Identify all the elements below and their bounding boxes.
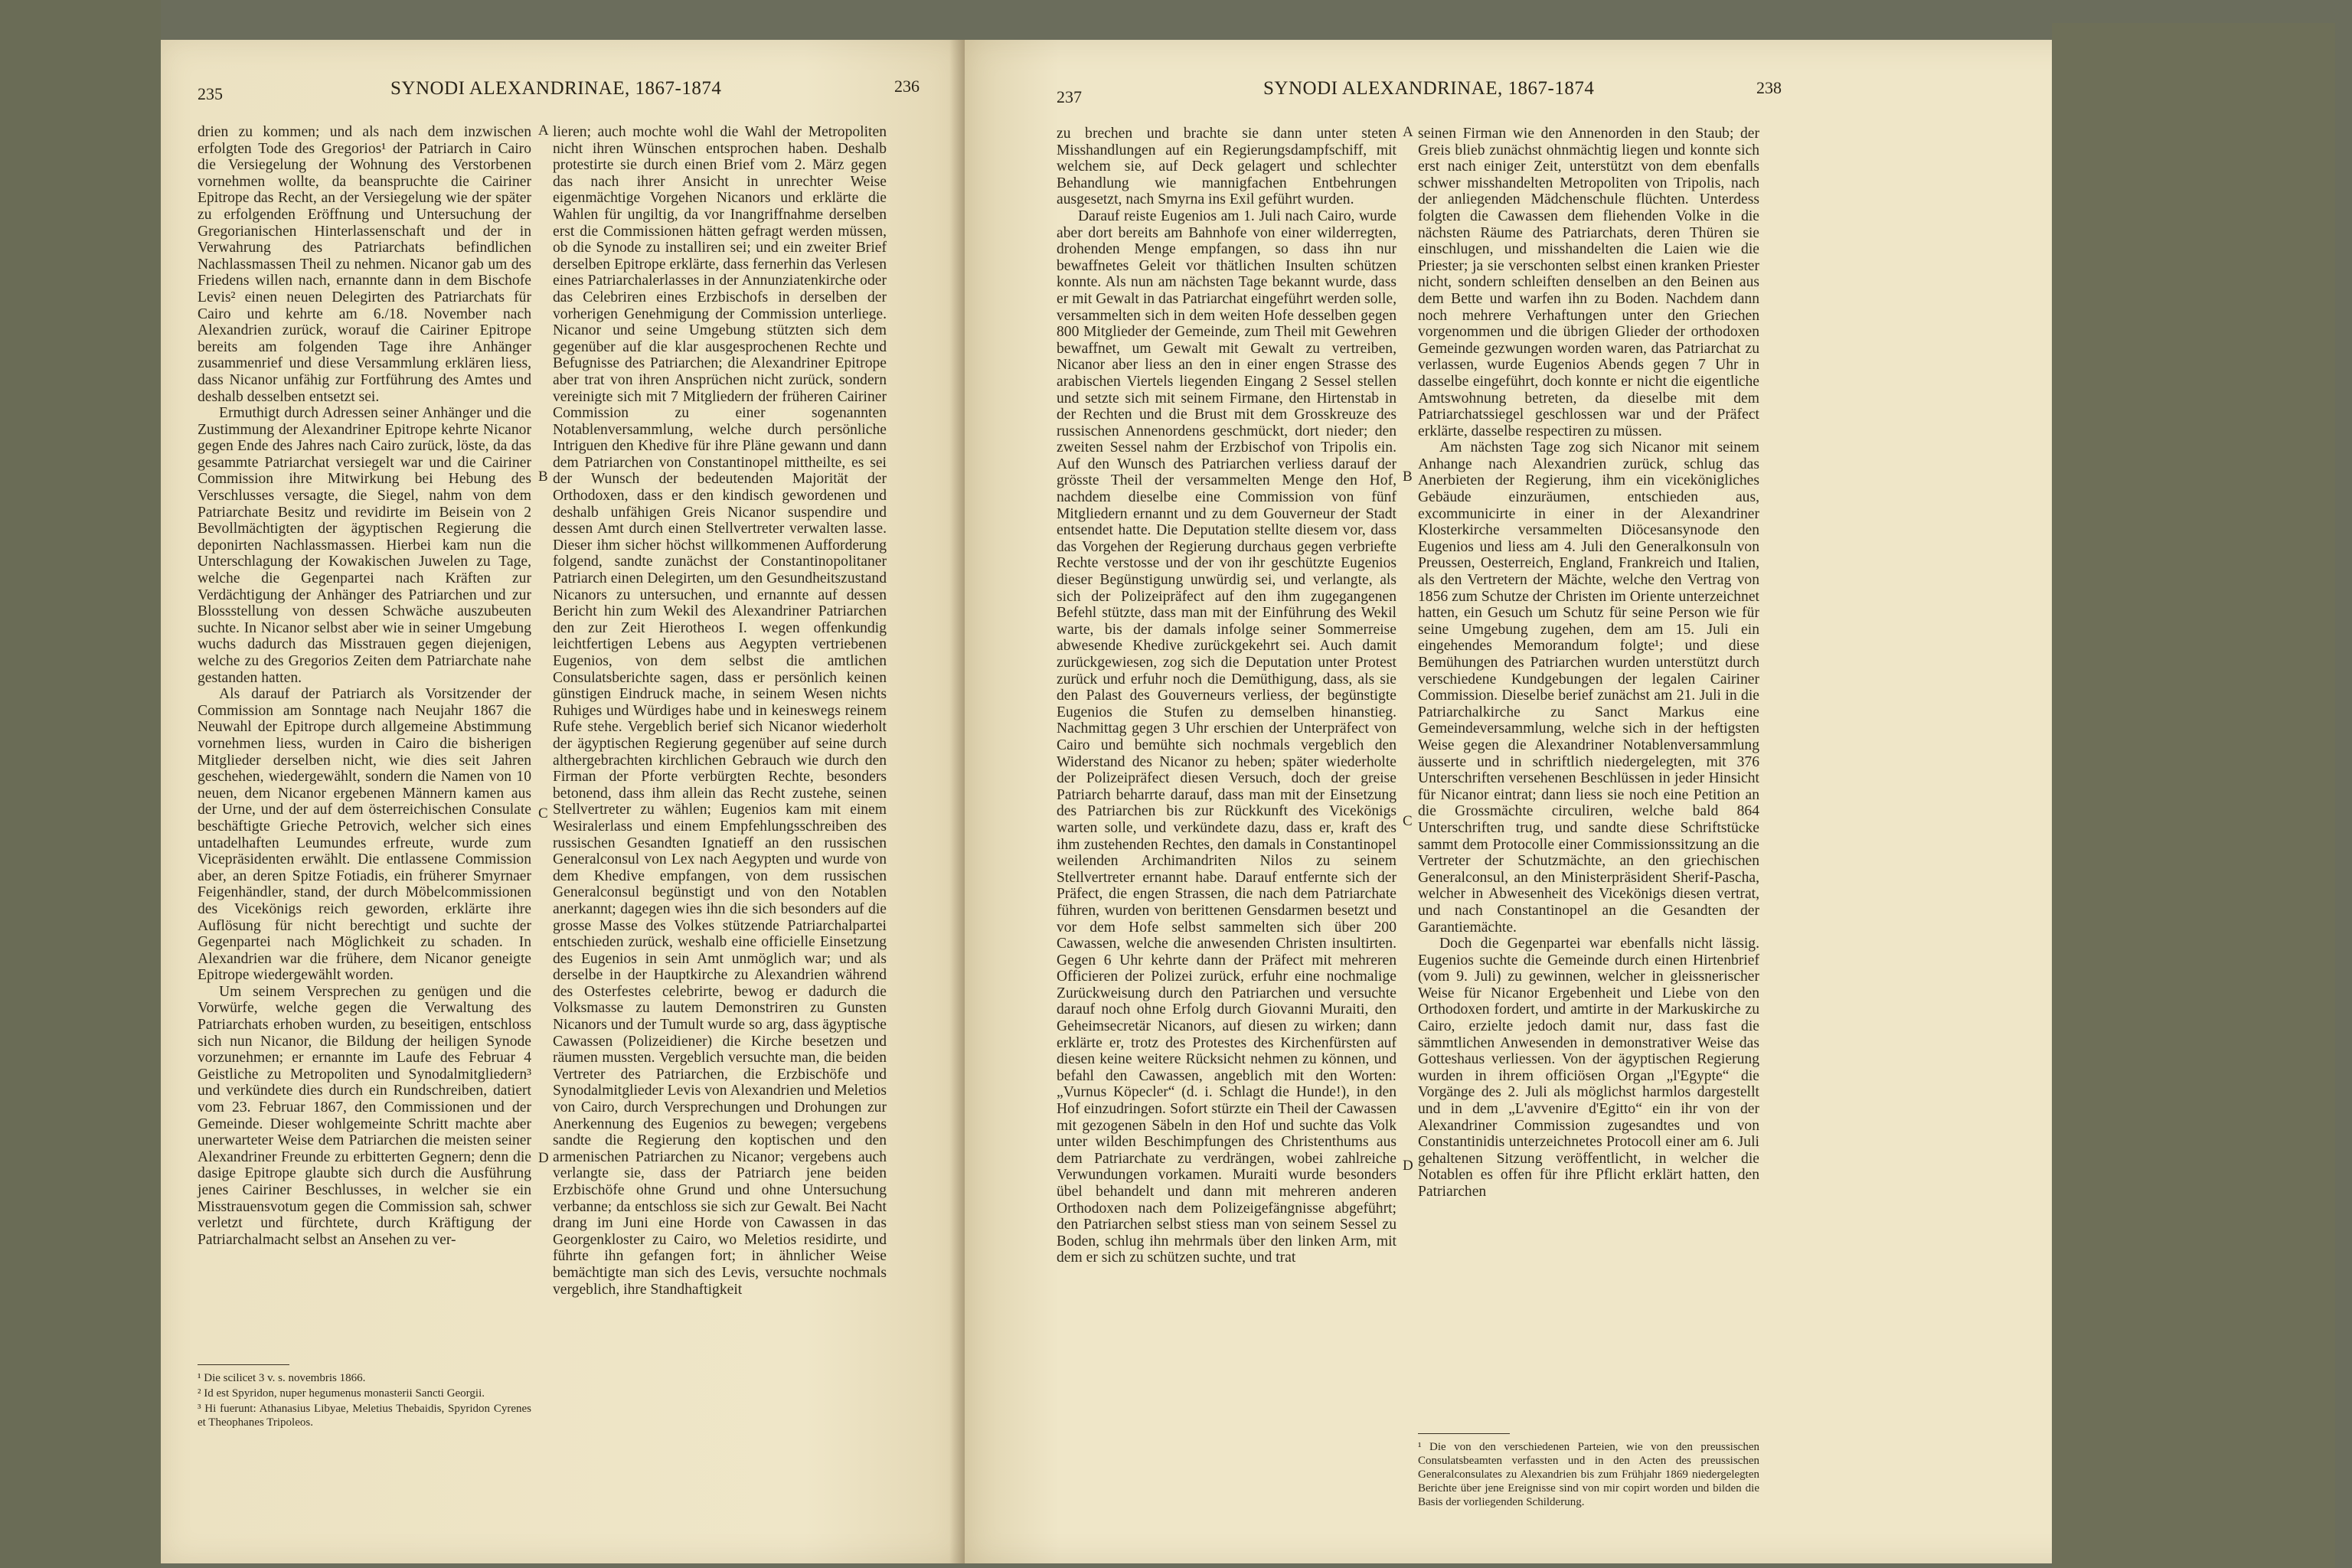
right-page-column-1 (1057, 126, 1396, 1266)
page-number-235: 235 (198, 84, 223, 103)
right-page-column-2 (1418, 126, 1759, 1200)
right-page-footnotes (1418, 1433, 1759, 1511)
left-page-footnotes (198, 1364, 531, 1431)
left-page-column-2 (553, 124, 887, 1298)
running-title-left: SYNODI ALEXANDRINAE, 1867-1874 (390, 78, 722, 99)
right-page (965, 40, 2151, 1563)
margin-letter-a: A (538, 122, 549, 139)
footnote: ² Id est Spyridon, nuper hegumenus monasterii Sancti Georgii. (198, 1387, 485, 1400)
paragraph: Doch die Gegenpartei war ebenfalls nicht lässig. Eugenios suchte die Gemeinde durch einen Hirtenbrief (vom 9. Juli) zu gewinnen, welcher in gleissnerischer Weise für Nicanor Ergebenheit und Liebe von den Orthodoxen fordert, und amtirte in der Markuskirche zu Cairo, erzielte jedoch damit nur, dass fast die sämmtlichen Anwesenden in demonstrativer Weise das Gotteshaus verliessen. Von der ägyptischen Regierung wurden in ihrem officiösen Organ „l'Egypte“ die Vorgänge des 2. Juli als möglichst harmlos dargestellt und in dem „L'avvenire d'Egitto“ ein ihr von der Alexandriner Commission zugesandtes und von Constantinidis unterzeichnetes Protocoll einer am 6. Juli gehaltenen Sitzung veröffentlicht, in welcher die Notablen es offen für ihre Pflicht erklärt hatten, den Patriarchen (1418, 936, 1759, 1200)
footnote: ³ Hi fuerunt: Athanasius Libyae, Meletius Thebaidis, Spyridon Cyrenes et Theophanes Tripoleos. (198, 1403, 531, 1429)
running-title-right: SYNODI ALEXANDRINAE, 1867-1874 (1263, 78, 1595, 99)
left-page-column-1 (198, 124, 531, 1248)
margin-letter-c: C (538, 805, 548, 822)
paragraph: zu brechen und brachte sie dann unter steten Misshandlungen auf ein Regierungsdampfschiff, mit welchem sie, auf Deck gelagert und schlechter Behandlung wie mannigfachen Entbehrungen ausgesetzt, nach Smyrna ins Exil geführt wurden. (1057, 126, 1396, 208)
book-cover-edge (2052, 23, 2335, 1568)
margin-letter-c: C (1403, 813, 1413, 829)
left-page (161, 40, 965, 1563)
footnote: ¹ Die scilicet 3 v. s. novembris 1866. (198, 1372, 366, 1384)
background-left (0, 0, 161, 1568)
paragraph: drien zu kommen; und als nach dem inzwischen erfolgten Tode des Gregorios¹ der Patriarch in Cairo die Versiegelung der Wohnung des Verstorbenen vornehmen wollte, da beanspruchte die Cairiner Epitrope das Recht, an der Versiegelung wie der später zu erfolgenden Eröffnung und Untersuchung der Gregorianischen Hinterlassenschaft und der in Verwahrung des Patriarchats befindlichen Nachlassmassen Theil zu nehmen. Nicanor gab um des Friedens willen nach, ernannte dann in dem Bischofe Levis² einen neuen Delegirten des Patriarchats für Cairo und kehrte am 6./18. November nach Alexandrien zurück, worauf die Cairiner Epitrope bereits am folgenden Tage ihre Anhänger zusammenrief und diese Versammlung erklären liess, dass Nicanor unfähig zur Fortführung des Amtes und deshalb desselben entsetzt sei. (198, 124, 531, 405)
footnote: ¹ Die von den verschiedenen Parteien, wie von den preussischen Consulatsbeamten verfassten und in den Acten des preussischen Generalconsulates zu Alexandrien bis zum Frühjahr 1869 niedergelegten Berichte über jene Ereignisse sind von mir copirt worden und bilden die Basis der vorliegenden Schilderung. (1418, 1441, 1759, 1508)
paragraph: Darauf reiste Eugenios am 1. Juli nach Cairo, wurde aber dort bereits am Bahnhofe von einer wilderregten, drohenden Menge empfangen, so dass ihn nur bewaffnetes Geleit vor thätlichen Insulten schützen konnte. Als nun am nächsten Tage bekannt wurde, dass er mit Gewalt in das Patriarchat eingeführt werden solle, versammelten sich in dem weiten Hofe desselben gegen 800 Mitglieder der Gemeinde, zum Theil mit Gewehren bewaffnet, um Gewalt mit Gewalt zu vertreiben, Nicanor aber liess an den in einer engen Strasse des arabischen Viertels liegenden Eingang 2 Sessel stellen und setzte sich mit seinem Firmane, den Hirtenstab in der Rechten und die Brust mit dem Grosskreuze des russischen Annenordens geschmückt, dort nieder; den zweiten Sessel nahm der Erzbischof von Tripolis ein. Auf den Wunsch des Patriarchen verliess darauf der grösste Theil der versammelten Menge den Hof, nachdem dieselbe eine Commission von fünf Mitgliedern ernannt und zu dem Gouverneur der Stadt entsendet hatte. Die Deputation stellte diesem vor, dass das Vorgehen der Regierung durchaus gegen verbriefte Rechte verstosse und der von ihr geschützte Eugenios dieser Begünstigung unwürdig sei, und verlangte, als sich der Polizeipräfect auf den ihm zugegangenen Befehl stützte, dass man mit der Einführung des Wekil warte, bis der damals infolge seiner Sommerreise abwesende Khedive zurückgekehrt sei. Auch damit zurückgewiesen, zog sich die Deputation unter Protest zurück und erfuhr noch die Demüthigung, dass, als sie den Palast des Gouverneurs verliess, der begünstigte Eugenios die Stufen zu demselben hinanstieg. Nachmittag gegen 3 Uhr erschien der Unterpräfect von Cairo und bemühte sich nochmals vergeblich den Widerstand des Nicanor zu heben; später wiederholte der Polizeipräfect diesen Versuch, doch der greise Patriarch beharrte darauf, dass man mit der Einsetzung des Patriarchen bis zur Rückkunft des Vicekönigs warten solle, und verkündete dazu, dass er, kraft des ihm zustehenden Rechtes, den damals in Constantinopel weilenden Archimandriten Nilos zu seinem Stellvertreter ernannt habe. Darauf entfernte sich der Präfect, die engen Strassen, die nach dem Patriarchate führen, wurden von berittenen Gensdarmen besetzt und vor dem Hofe selbst sammelten sich über 200 Cawassen, welche die anwesenden Christen insultirten. Gegen 6 Uhr kehrte dann der Präfect mit mehreren Officieren der Polizei zurück, erfuhr eine nochmalige Zurückweisung durch den Patriarchen und versuchte darauf noch ohne Erfolg durch Giovanni Muraiti, den Geheimsecretär Nicanors, auf diesen zu wirken; dann erklärte er, trotz des Protestes des Kirchenfürsten auf diesen keine weitere Rücksicht nehmen zu können, und befahl den Cawassen, angeblich mit den Worten: „Vurnus Köpecler“ (d. i. Schlagt die Hunde!), in den Hof einzudringen. Sofort stürzte ein Theil der Cawassen mit gezogenen Säbeln in den Hof und suchte das Volk unter wilden Beschimpfungen des Christenthums aus dem Patriarchate zu verdrängen, wobei zahlreiche Verwundungen vorkamen. Muraiti wurde besonders übel behandelt und dann mit mehreren anderen Orthodoxen nach dem Polizeigefängnisse abgeführt; den Patriarchen selbst stiess man von seinem Sessel zu Boden, schlug ihn mehrmals über den linken Arm, mit dem er sich zu schützen suchte, und trat (1057, 207, 1396, 1266)
page-number-238: 238 (1756, 78, 1782, 97)
margin-letter-b: B (1403, 469, 1413, 485)
margin-letter-d: D (538, 1150, 549, 1166)
paragraph: Als darauf der Patriarch als Vorsitzender der Commission am Sonntage nach Neujahr 1867 die Neuwahl der Epitrope durch allgemeine Abstimmung vornehmen liess, wurden in Cairo die bisherigen Mitglieder derselben nicht, wie dies seit Jahren geschehen, wiedergewählt, sondern die Namen von 10 neuen, dem Nicanor ergebenen Männern kamen aus der Urne, und der auf dem österreichischen Consulate beschäftigte Grieche Petrovich, welcher sich eines untadelhaften Leumundes erfreute, wurde zum Vicepräsidenten erwählt. Die entlassene Commission aber, an deren Spitze Fotiadis, ein früherer Smyrnaer Feigenhändler, stand, der durch Möbelcommissionen des Vicekönigs reich geworden, erklärte ihre Auflösung für nicht berechtigt und suchte der Gegenpartei nach Möglichkeit zu schaden. In Alexandrien war die frühere, dem Nicanor geneigte Epitrope wiedergewählt worden. (198, 686, 531, 984)
book-spread (161, 0, 2335, 1568)
margin-letter-b: B (538, 469, 548, 485)
paragraph: seinen Firman wie den Annenorden in den Staub; der Greis blieb zunächst ohnmächtig liegen und konnte sich erst nach einiger Zeit, unterstützt von dem ebenfalls schwer misshandelten Metropoliten von Tripolis, nach der anliegenden Mädchenschule flüchten. Unterdess folgten die Cawassen dem fliehenden Volke in die nächsten Räume des Patriarchats, deren Thüren sie einschlugen, und misshandelten die Laien wie die Priester; ja sie verschonten selbst einen kranken Priester nicht, sondern schleiften denselben an den Beinen aus dem Bette und warfen ihn zu Boden. Nachdem dann noch mehrere Verhaftungen unter den Griechen vorgenommen und die übrigen Glieder der orthodoxen Gemeinde gezwungen worden waren, das Patriarchat zu verlassen, wurde Eugenios Abends gegen 7 Uhr in dasselbe eingeführt, doch konnte er nicht die eigentliche Amtswohnung betreten, da dieselbe mit dem Patriarchatssiegel geschlossen war und der Präfect erklärte, dasselbe respectiren zu müssen. (1418, 126, 1759, 439)
page-number-237: 237 (1057, 87, 1082, 106)
margin-letter-d: D (1403, 1158, 1413, 1174)
margin-letter-a: A (1403, 124, 1413, 140)
paragraph: Ermuthigt durch Adressen seiner Anhänger und die Zustimmung der Alexandriner Epitrope kehrte Nicanor gegen Ende des Jahres nach Cairo zurück, löste, da das gesammte Patriarchat versiegelt war und die Cairiner Commission ihre Mitwirkung bei Hebung des Verschlusses versagte, die Siegel, nahm von dem Patriarchate Besitz und revidirte im Beisein von 2 Bevollmächtigten der ägyptischen Regierung die deponirten Nachlassmassen. Hierbei kam nun die Unterschlagung der Kowakischen Juwelen zu Tage, welche die Gegenpartei nach Kräften zur Verdächtigung der Anhänger des Patriarchen und zur Blossstellung von dessen Schwäche auszubeuten suchte. In Nicanor selbst aber wie in seiner Umgebung wuchs dadurch das Misstrauen gegen diejenigen, welche zu des Gregorios Zeiten dem Patriarchate nahe gestanden hatten. (198, 405, 531, 686)
paragraph: Um seinem Versprechen zu genügen und die Vorwürfe, welche gegen die Verwaltung des Patriarchats erhoben wurden, zu beseitigen, entschloss sich nun Nicanor, die Bildung der heiligen Synode vorzunehmen; er ernannte im Laufe des Februar 4 Geistliche zu Metropoliten und Synodalmitgliedern³ und verkündete dies durch ein Rundschreiben, datiert vom 23. Februar 1867, den Commissionen und der Gemeinde. Dieser wohlgemeinte Schritt machte aber unerwarteter Weise dem Patriarchen die meisten seiner Alexandriner Freunde zu erbitterten Gegnern; denn die dasige Epitrope glaubte sich durch die Ausführung jenes Cairiner Beschlusses, in welcher sie ein Misstrauensvotum gegen die Commission sah, schwer verletzt und fürchtete, durch Kräftigung der Patriarchalmacht selbst an Ansehen zu ver- (198, 983, 531, 1248)
footnote-rule (1418, 1433, 1510, 1434)
page-number-236: 236 (894, 77, 920, 96)
footnote-rule (198, 1364, 289, 1365)
paragraph: Am nächsten Tage zog sich Nicanor mit seinem Anhange nach Alexandrien zurück, schlug das Anerbieten der Regierung, ihm ein vicekönigliches Gebäude einzuräumen, entschieden aus, excommunicirte in einer in der Alexandriner Klosterkirche versammelten Diöcesansynode den Eugenios und liess am 4. Juli den Generalkonsuln von Preussen, Oesterreich, England, Frankreich und Italien, als den Vertretern der Mächte, welche den Vertrag von 1856 zum Schutze der Christen im Oriente unterzeichnet hatten, ein Gesuch um Schutz für seine Person wie für seine Umgebung zugehen, dem am 15. Juli ein eingehendes Memorandum folgte¹; und diese Bemühungen des Patriarchen wurden unterstützt durch verschiedene Kundgebungen der legalen Cairiner Commission. Dieselbe berief zunächst am 21. Juli in die Patriarchalkirche zu Sanct Markus eine Gemeindeversammlung, welche sich in der heftigsten Weise gegen die Alexandriner Notablenversammlung äusserte und in schriftlich niedergelegten, mit 376 Unterschriften versehenen Beschlüssen in jeder Hinsicht für Nicanor eintrat; dann liess sie noch eine Petition an die Grossmächte circuliren, welche bald 864 Unterschriften trug, und sandte diese Schriftstücke sammt dem Protocolle einer Commissionssitzung an die Vertreter der Schutzmächte, an den griechischen Generalconsul, an den Ministerpräsident Sherif-Pascha, welcher in Abwesenheit des Vicekönigs diesen vertrat, und nach Constantinopel an die Gesandten der Garantiemächte. (1418, 439, 1759, 936)
paragraph: lieren; auch mochte wohl die Wahl der Metropoliten nicht ihren Wünschen entsprochen haben. Deshalb protestirte sie durch einen Brief vom 2. März gegen das nach ihrer Ansicht in unrechter Weise eigenmächtige Vorgehen Nicanors und erklärte die Wahlen für ungiltig, da vor Inangriffnahme derselben erst die Commissionen hätten gefragt werden müssen, ob die Synode zu installiren sei; und ein zweiter Brief derselben Epitrope erklärte, dass fernerhin das Verlesen eines Patriarchalerlasses in der Annunziatenkirche oder das Celebriren eines Erzbischofs in derselben der vorherigen Genehmigung der Commission unterliege. Nicanor und seine Umgebung stützten sich dem gegenüber auf die klar ausgesprochenen Rechte und Befugnisse des Patriarchen; die Alexandriner Epitrope aber trat von ihren Ansprüchen nicht zurück, sondern vereinigte sich mit 7 Mitgliedern der früheren Cairiner Commission zu einer sogenannten Notablenversammlung, welche durch persönliche Intriguen den Khedive für ihre Pläne gewann und dann dem Patriarchen von Constantinopel mittheilte, es sei der Wunsch der bedeutenden Majorität der Orthodoxen, dass er den kindisch gewordenen und deshalb unfähigen Greis Nicanor suspendire und dessen Amt durch einen Stellvertreter verwalten lasse. Dieser ihm sicher höchst willkommenen Aufforderung folgend, sandte zunächst der Constantinopolitaner Patriarch einen Delegirten, um den Gesundheitszustand Nicanors zu untersuchen, und ernannte auf dessen Bericht hin zum Wekil des Alexandriner Patriarchen den zur Zeit Hierotheos I. wegen offenkundig leichtfertigen Lebens aus Aegypten vertriebenen Eugenios, von dem selbst die amtlichen Consulatsberichte sagen, dass er persönlich keinen günstigen Eindruck mache, in seinem Wesen nichts Ruhiges und Würdiges habe und in keineswegs reinem Rufe stehe. Vergeblich berief sich Nicanor wiederholt der ägyptischen Regierung gegenüber auf seine durch althergebrachten kirchlichen Gebrauch wie durch den Firman der Pforte verbürgten Rechte, besonders betonend, dass ihm allein das Recht zustehe, seinen Stellvertreter zu wählen; Eugenios kam mit einem Wesiralerlass und einem Empfehlungsschreiben des russischen Gesandten Ignatieff an den russischen Generalconsul von Lex nach Aegypten und wurde von dem Khedive empfangen, von dem russischen Generalconsul begünstigt und von den Notablen anerkannt; dagegen wies ihn die sich besonders auf die grosse Masse des Volkes stützende Patriarchalpartei entschieden zurück, weshalb eine officielle Einsetzung des Eugenios in sein Amt unmöglich war; und als derselbe in der Hauptkirche zu Alexandrien während des Osterfestes celebrirte, bewog er dadurch die Volksmasse zu lautem Demonstriren zu Gunsten Nicanors und der Tumult wurde so arg, dass ägyptische Cawassen (Polizeidiener) die Kirche besetzen und räumen mussten. Vergeblich versuchte man, die beiden Vertreter des Patriarchen, die Erzbischöfe und Synodalmitglieder Levis von Alexandrien und Meletios von Cairo, durch Versprechungen und Drohungen zur Anerkennung des Eugenios zu bewegen; vergebens sandte die Regierung den koptischen und den armenischen Patriarchen zu Nicanor; vergebens auch verlangte sie, dass der Patriarch jene beiden Erzbischöfe ohne Grund und ohne Untersuchung verbanne; da entschloss sie sich zur Gewalt. Bei Nacht drang im Juni eine Horde von Cawassen in das Georgenkloster zu Cairo, wo Meletios residirte, und führte ihn gefangen fort; in ähnlicher Weise bemächtigte man sich des Levis, versuchte nochmals vergeblich, ihre Standhaftigkeit (553, 124, 887, 1298)
